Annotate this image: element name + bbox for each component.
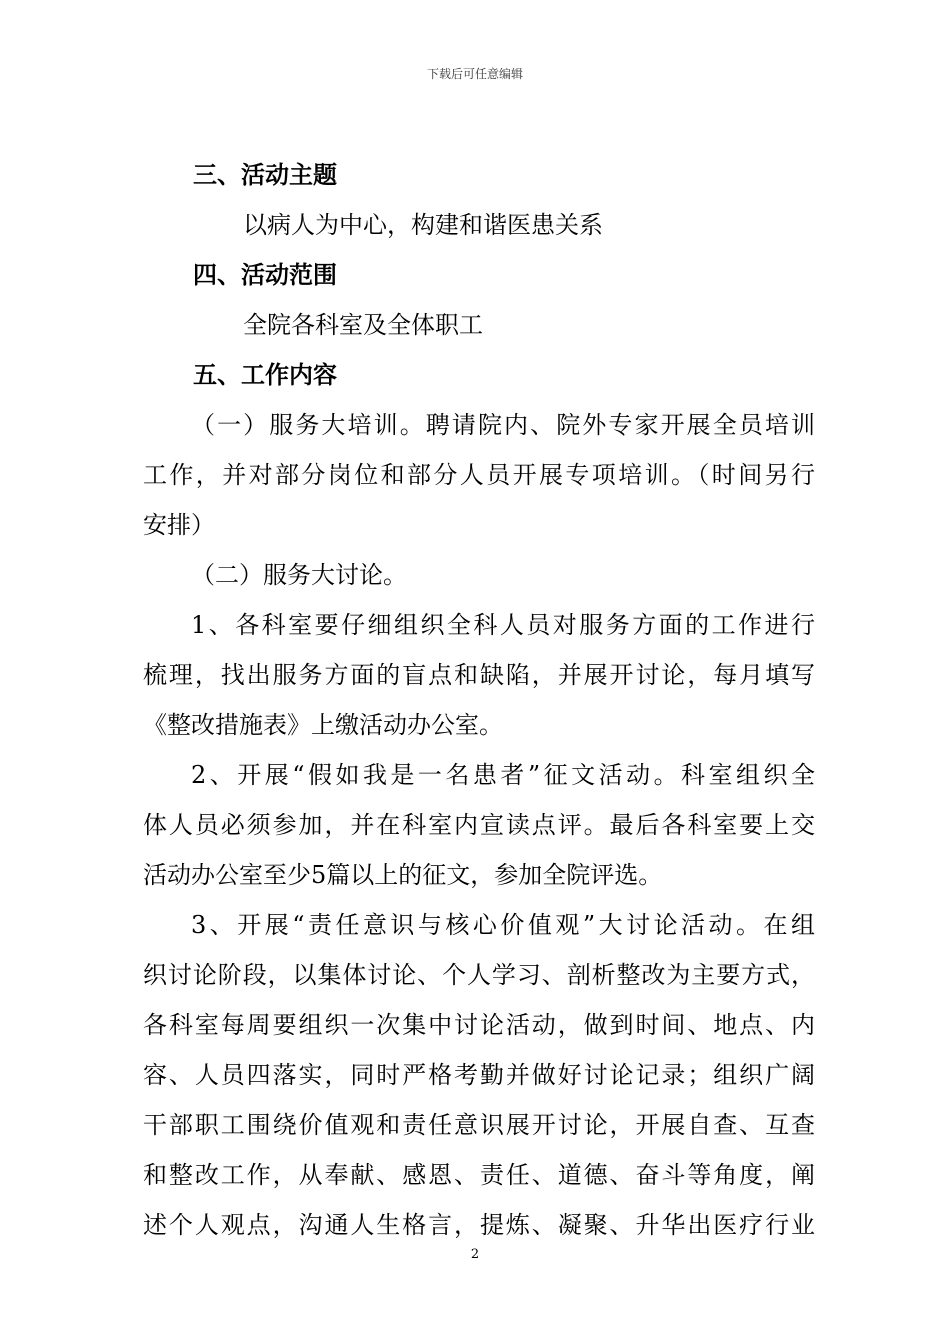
paragraph-line: 干部职工围绕价值观和责任意识展开讨论，开展自查、互查 — [143, 1111, 815, 1139]
document-body — [143, 150, 815, 1250]
page-header: 下载后可任意编辑 — [426, 67, 523, 81]
paragraph-line: 各科室每周要组织一次集中讨论活动，做到时间、地点、内 — [143, 1011, 815, 1039]
section-heading-5: 五、工作内容 — [193, 361, 337, 389]
paragraph-line: 述个人观点，沟通人生格言，提炼、凝聚、升华出医疗行业 — [143, 1211, 815, 1239]
paragraph-line: 2、开展“假如我是一名患者”征文活动。科室组织全 — [191, 761, 815, 789]
paragraph-line: 活动办公室至少5篇以上的征文，参加全院评选。 — [143, 861, 663, 889]
section-4-text: 全院各科室及全体职工 — [243, 311, 483, 339]
section-3-text: 以病人为中心，构建和谐医患关系 — [243, 211, 603, 239]
section-heading-4: 四、活动范围 — [193, 261, 337, 289]
paragraph-line: （二）服务大讨论。 — [191, 561, 407, 589]
paragraph-line: 《整改措施表》上缴活动办公室。 — [143, 711, 503, 739]
section-heading-3: 三、活动主题 — [193, 161, 337, 189]
paragraph-line: 3、开展“责任意识与核心价值观”大讨论活动。在组 — [191, 911, 815, 939]
paragraph-line: 安排） — [143, 511, 215, 539]
page-number: 2 — [470, 1247, 480, 1262]
paragraph-line: 体人员必须参加，并在科室内宣读点评。最后各科室要上交 — [143, 811, 815, 839]
paragraph-line: 织讨论阶段，以集体讨论、个人学习、剖析整改为主要方式， — [143, 961, 815, 989]
paragraph-line: 容、人员四落实，同时严格考勤并做好讨论记录；组织广阔 — [143, 1061, 815, 1089]
paragraph-line: （一）服务大培训。聘请院内、院外专家开展全员培训 — [191, 411, 815, 439]
paragraph-line: 梳理，找出服务方面的盲点和缺陷，并展开讨论，每月填写 — [143, 661, 815, 689]
paragraph-line: 工作，并对部分岗位和部分人员开展专项培训。（时间另行 — [143, 461, 815, 489]
paragraph-line: 1、各科室要仔细组织全科人员对服务方面的工作进行 — [191, 611, 815, 639]
paragraph-line: 和整改工作，从奉献、感恩、责任、道德、奋斗等角度，阐 — [143, 1161, 815, 1189]
